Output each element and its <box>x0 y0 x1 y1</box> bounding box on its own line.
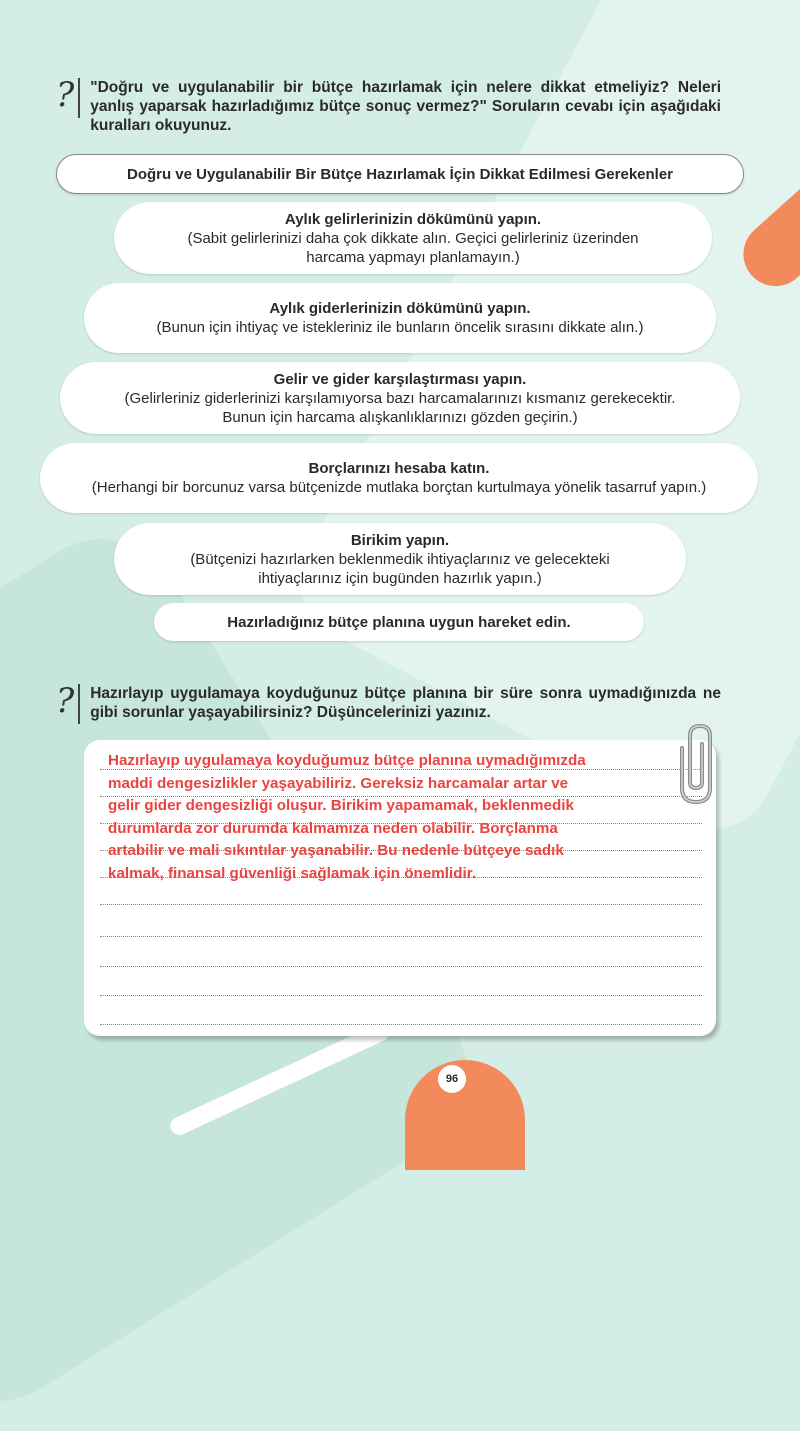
rule-1 <box>114 202 712 274</box>
answer-line: artabilir ve mali sıkıntılar yaşanabilir. Bu nedenle bütçeye sadık <box>108 842 564 859</box>
rule-5-title: Birikim yapın. <box>350 531 450 549</box>
answer-line: durumlarda zor durumda kalmamıza neden olabilir. Borçlanma <box>108 819 558 837</box>
rule-1-title: Aylık gelirlerinizin dökümünü yapın. <box>284 210 542 228</box>
rule-3-line-2: Bunun için harcama alışkanlıklarınızı gözden geçirin.) <box>222 408 578 426</box>
rule-6 <box>154 603 644 641</box>
rule-6-title: Hazırladığınız bütçe planına uygun hareket edin. <box>227 613 571 631</box>
question-mark-icon: ? <box>56 78 80 118</box>
rule-4-title: Borçlarınızı hesaba katın. <box>308 460 490 477</box>
question-mark-icon: ? <box>56 684 80 724</box>
rule-3-title: Gelir ve gider karşılaştırması yapın. <box>273 370 527 388</box>
answer-line: gelir gider dengesizliği oluşur. Birikim yapamamak, beklenmedik <box>108 797 574 814</box>
question-1-text: "Doğru ve uygulanabilir bir bütçe hazırlamak için nelere dikkat etmeliyiz? Neleri yanlış yaparsak hazırladığımız bütçe sonuç vermez?" Soruların cevabı için aşağıdaki kuralları okuyunuz. <box>90 79 721 134</box>
answer-line: maddi dengesizlikler yaşayabiliriz. Gereksiz harcamalar artar ve <box>108 774 569 792</box>
rule-5 <box>114 523 686 595</box>
question-2 <box>56 681 721 724</box>
answer-text <box>108 750 628 885</box>
rule-4 <box>40 443 758 513</box>
rule-2 <box>84 283 716 353</box>
answer-line: kalmak, finansal güvenliği sağlamak için önemlidir. <box>108 864 477 882</box>
dotted-line <box>100 995 702 996</box>
rule-5-line-2: ihtiyaçlarınız için bugünden hazırlık yapın.) <box>258 569 542 587</box>
rule-3 <box>60 362 740 434</box>
rule-2-line-1: (Bunun için ihtiyaç ve istekleriniz ile bunların öncelik sırasını dikkate alın.) <box>156 319 644 336</box>
rule-3-line-1: (Gelirleriniz giderlerinizi karşılamıyorsa bazı harcamalarınızı kısmanız gerekecektir. <box>124 389 676 407</box>
dotted-line <box>100 904 702 905</box>
answer-card <box>84 740 716 1036</box>
rule-2-title: Aylık giderlerinizin dökümünü yapın. <box>269 300 531 317</box>
rules-header: Doğru ve Uygulanabilir Bir Bütçe Hazırlamak İçin Dikkat Edilmesi Gerekenler <box>56 154 744 194</box>
question-2-text: Hazırlayıp uygulamaya koyduğunuz bütçe planına bir süre sonra uymadığınızda ne gibi sorunlar yaşayabilirsiniz? Düşüncelerinizi yazınız. <box>90 685 721 721</box>
paperclip-icon <box>668 718 724 810</box>
rule-1-line-1: (Sabit gelirlerinizi daha çok dikkate alın. Geçici gelirleriniz üzerinden <box>187 229 639 247</box>
answer-line: Hazırlayıp uygulamaya koyduğumuz bütçe planına uymadığımızda <box>108 752 586 769</box>
question-1 <box>56 75 721 135</box>
dotted-line <box>100 1024 702 1025</box>
dotted-line <box>100 936 702 937</box>
dotted-line <box>100 966 702 967</box>
rule-1-line-2: harcama yapmayı planlamayın.) <box>306 248 520 266</box>
rule-4-line-1: (Herhangi bir borcunuz varsa bütçenizde mutlaka borçtan kurtulmaya yönelik tasarruf yapın.) <box>91 479 707 496</box>
rule-5-line-1: (Bütçenizi hazırlarken beklenmedik ihtiyaçlarınız ve gelecekteki <box>190 550 610 568</box>
page-number: 96 <box>438 1065 466 1093</box>
